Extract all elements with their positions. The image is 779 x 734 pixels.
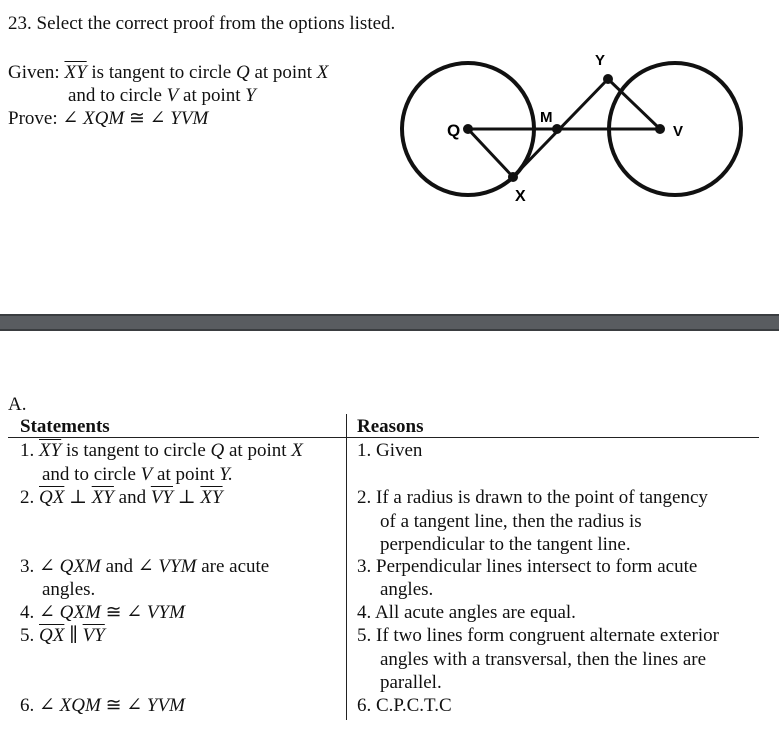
reason-4: 4. All acute angles are equal. bbox=[357, 602, 576, 623]
segment-vy: $\overline{VY}$ bbox=[82, 625, 105, 646]
option-label: A. bbox=[8, 394, 27, 415]
given-text: at point bbox=[254, 62, 312, 83]
statement-number: 6. bbox=[20, 695, 35, 716]
point-x-ref: X bbox=[291, 440, 303, 461]
statement-text: and bbox=[105, 556, 134, 577]
prove-angle-2: ∠ YVM bbox=[149, 108, 209, 129]
perpendicular-symbol: ⊥ bbox=[69, 487, 87, 508]
segment-qx bbox=[468, 129, 513, 177]
circle-v-ref: V bbox=[140, 464, 153, 485]
angle-xqm: ∠ XQM bbox=[39, 695, 101, 716]
given-circle-q: Q bbox=[235, 62, 250, 83]
point-y-ref: Y. bbox=[219, 464, 233, 485]
label-q: Q bbox=[447, 121, 461, 140]
reason-1: 1. Given bbox=[357, 440, 423, 461]
reasons-header: Reasons bbox=[357, 416, 424, 437]
angle-qxm: ∠ QXM bbox=[39, 602, 101, 623]
statement-1-line-2 bbox=[42, 464, 233, 486]
statement-4 bbox=[20, 602, 185, 624]
segment-qx: $\overline{QX}$ bbox=[39, 625, 65, 646]
column-rule bbox=[346, 414, 347, 720]
given-point-x: X bbox=[316, 62, 329, 83]
given-point-y: Y bbox=[245, 85, 256, 106]
statement-3 bbox=[20, 556, 269, 578]
angle-vym: ∠ VYM bbox=[137, 556, 197, 577]
reason-3: 3. Perpendicular lines intersect to form acute bbox=[357, 556, 698, 577]
statement-6 bbox=[20, 695, 185, 717]
given-line-2 bbox=[68, 85, 256, 107]
prove-line bbox=[8, 108, 208, 130]
section-divider bbox=[0, 314, 779, 331]
reason-2-line-3: perpendicular to the tangent line. bbox=[380, 534, 631, 555]
given-segment: $\overline{XY}$ bbox=[64, 62, 87, 83]
label-m: M bbox=[540, 109, 553, 126]
segment-xy: $\overline{XY}$ bbox=[91, 487, 114, 508]
question-title: 23. Select the correct proof from the options listed. bbox=[8, 13, 396, 34]
statement-3-line-2: angles. bbox=[42, 579, 96, 600]
point-x bbox=[508, 172, 518, 182]
point-m bbox=[552, 124, 562, 134]
reason-5: 5. If two lines form congruent alternate exterior bbox=[357, 625, 719, 646]
angle-qxm: ∠ QXM bbox=[39, 556, 101, 577]
segment-vy: $\overline{VY}$ bbox=[150, 487, 174, 508]
statements-header: Statements bbox=[20, 416, 110, 437]
statement-text: and bbox=[118, 487, 147, 508]
statement-number: 3. bbox=[20, 556, 35, 577]
tangent-circles-diagram bbox=[395, 45, 750, 215]
segment-xy: $\overline{XY}$ bbox=[39, 440, 62, 461]
reason-2-line-2: of a tangent line, then the radius is bbox=[380, 511, 642, 532]
point-q bbox=[463, 124, 473, 134]
statement-1 bbox=[20, 440, 303, 462]
statement-text: at point bbox=[228, 440, 287, 461]
reason-5-line-2: angles with a transversal, then the lines are bbox=[380, 649, 707, 670]
angle-yvm: ∠ YVM bbox=[126, 695, 185, 716]
header-rule bbox=[8, 437, 759, 438]
circle-q-ref: Q bbox=[210, 440, 225, 461]
reason-3-line-2: angles. bbox=[380, 579, 434, 600]
statement-text: are acute bbox=[201, 556, 270, 577]
given-text: is tangent to circle bbox=[91, 62, 232, 83]
congruent-symbol: ≅ bbox=[128, 108, 145, 129]
segment-xy: $\overline{XY}$ bbox=[200, 487, 223, 508]
statement-number: 1. bbox=[20, 440, 35, 461]
prove-angle-1: ∠ XQM bbox=[62, 108, 125, 129]
statement-number: 4. bbox=[20, 602, 35, 623]
segment-qx: $\overline{QX}$ bbox=[39, 487, 65, 508]
prove-label: Prove: bbox=[8, 108, 58, 129]
given-text: and to circle bbox=[68, 85, 162, 106]
reason-6: 6. C.P.C.T.C bbox=[357, 695, 452, 716]
statement-text: at point bbox=[157, 464, 215, 485]
reason-2: 2. If a radius is drawn to the point of tangency bbox=[357, 487, 708, 508]
perpendicular-symbol: ⊥ bbox=[177, 487, 196, 508]
label-v: V bbox=[673, 123, 684, 140]
statement-2 bbox=[20, 487, 223, 509]
given-line-1 bbox=[8, 62, 328, 84]
given-circle-v: V bbox=[166, 85, 179, 106]
point-v bbox=[655, 124, 665, 134]
parallel-symbol: ∥ bbox=[69, 625, 78, 646]
given-text: at point bbox=[183, 85, 241, 106]
statement-text: and to circle bbox=[42, 464, 136, 485]
label-x: X bbox=[515, 188, 526, 205]
angle-vym: ∠ VYM bbox=[126, 602, 185, 623]
given-label: Given: bbox=[8, 62, 60, 83]
statement-number: 2. bbox=[20, 487, 35, 508]
reason-5-line-3: parallel. bbox=[380, 672, 442, 693]
point-y bbox=[603, 74, 613, 84]
statement-text: is tangent to circle bbox=[65, 440, 206, 461]
congruent-symbol: ≅ bbox=[105, 602, 122, 623]
statement-5 bbox=[20, 625, 105, 647]
congruent-symbol: ≅ bbox=[105, 695, 122, 716]
label-y: Y bbox=[595, 52, 606, 69]
statement-number: 5. bbox=[20, 625, 35, 646]
